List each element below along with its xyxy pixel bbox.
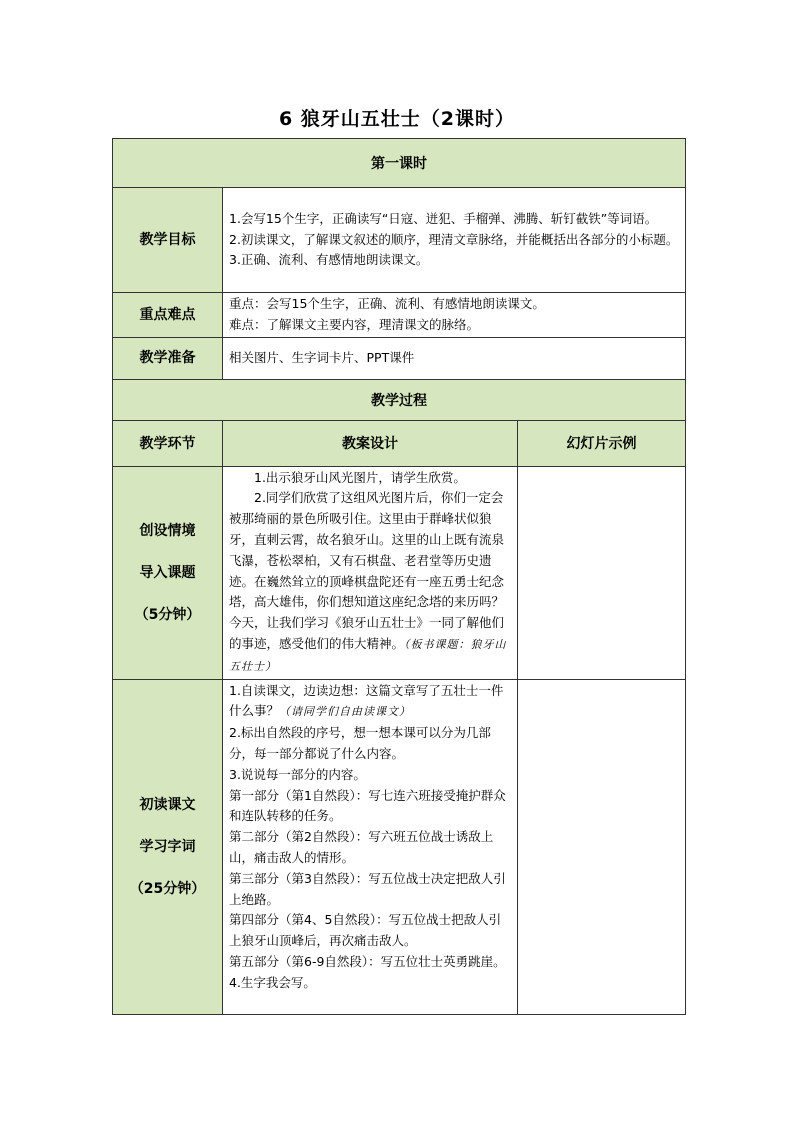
key-points-content (223, 293, 686, 338)
key-points-label: 重点难点 (113, 293, 223, 338)
stage-row-reading (113, 679, 686, 1014)
column-header-slides: 幻灯片示例 (518, 420, 686, 466)
page-title: 6 狼牙山五壮士（2课时） (278, 108, 516, 130)
design-item: 第四部分（第4、5自然段）：写五位战士把敌人引上狼牙山顶峰后，再次痛击敌人。 (229, 912, 502, 949)
stage-row-intro (113, 466, 686, 679)
preparation-row (113, 337, 686, 379)
objectives-row (113, 188, 686, 293)
design-item-text: 1.自读课文，边读边想：这篇文章写了五壮士一件什么事？ (229, 682, 504, 719)
key-points-row (113, 293, 686, 338)
preparation-label: 教学准备 (113, 337, 223, 379)
stage-slide-cell (518, 466, 686, 679)
design-paragraph: 1.出示狼牙山风光图片，请学生欣赏。 (254, 469, 466, 485)
objective-item: 1.会写15个生字，正确读写“日寇、迸犯、手榴弹、沸腾、斩钉截铁”等词语。 (229, 210, 658, 226)
stage-label-line: 初读课文 (139, 796, 196, 813)
column-header-row (113, 420, 686, 466)
stage-label-line: 导入课题 (139, 564, 196, 581)
design-item: 3.说说每一部分的内容。 (229, 766, 366, 782)
column-header-stage: 教学环节 (113, 420, 223, 466)
design-item: 第五部分（第6-9自然段）：写五位壮士英勇跳崖。 (229, 953, 506, 969)
design-item (229, 681, 512, 724)
preparation-content: 相关图片、生字词卡片、PPT课件 (223, 337, 686, 379)
stage-design (223, 466, 518, 679)
stage-duration: （25分钟） (129, 880, 206, 897)
lesson-plan-table (112, 138, 686, 1015)
design-item: 4.生字我会写。 (229, 974, 316, 990)
design-paragraph-text: 2.同学们欣赏了这组风光图片后，你们一定会被那绮丽的景色所吸引住。这里由于群峰状似狼牙，直刺云霄，故名狼牙山。这里的山上既有流泉飞瀑，苍松翠柏，又有石棋盘、老君堂等历史遗迹。在巍然耸立的顶峰棋盘陀还有一座五勇士纪念塔，高大雄伟，你们想知道这座纪念塔的来历吗？今天，让我们学习《狼牙山五壮士》一同了解他们的事迹，感受他们的伟大精神。 (229, 490, 505, 651)
column-header-design: 教案设计 (223, 420, 518, 466)
key-point-item: 重点：会写15个生字，正确、流利、有感情地朗读课文。 (229, 296, 545, 311)
stage-label-line: 创设情境 (139, 522, 196, 539)
process-heading-row (113, 379, 686, 420)
stage-label (113, 466, 223, 679)
reading-note: （请同学们自由读课文） (279, 705, 412, 719)
board-note: （板书课题：狼牙山五壮士） (229, 637, 507, 673)
objectives-label: 教学目标 (113, 188, 223, 293)
lesson-heading: 第一课时 (113, 139, 686, 188)
stage-label (113, 679, 223, 1014)
design-item: 第二部分（第2自然段）：写六班五位战士诱敌上山，痛击敌人的情形。 (229, 829, 494, 865)
objective-item: 3.正确、流利、有感情地朗读课文。 (229, 252, 429, 268)
objective-item: 2.初读课文，了解课文叙述的顺序，理清文章脉络，并能概括出各部分的小标题。 (229, 231, 679, 247)
design-paragraph (229, 488, 512, 677)
lesson-heading-row (113, 139, 686, 188)
design-item: 2.标出自然段的序号，想一想本课可以分为几部分，每一部分都说了什么内容。 (229, 725, 491, 761)
stage-slide-cell (518, 679, 686, 1014)
objectives-content (223, 188, 686, 293)
stage-design (223, 679, 518, 1014)
key-point-item: 难点：了解课文主要内容，理清课文的脉络。 (229, 316, 480, 332)
process-heading: 教学过程 (113, 379, 686, 420)
design-item: 第一部分（第1自然段）：写七连六班接受掩护群众和连队转移的任务。 (229, 787, 506, 824)
stage-duration: （5分钟） (134, 606, 201, 623)
design-item: 第三部分（第3自然段）：写五位战士决定把敌人引上绝路。 (229, 870, 506, 907)
stage-label-line: 学习字词 (139, 838, 196, 855)
